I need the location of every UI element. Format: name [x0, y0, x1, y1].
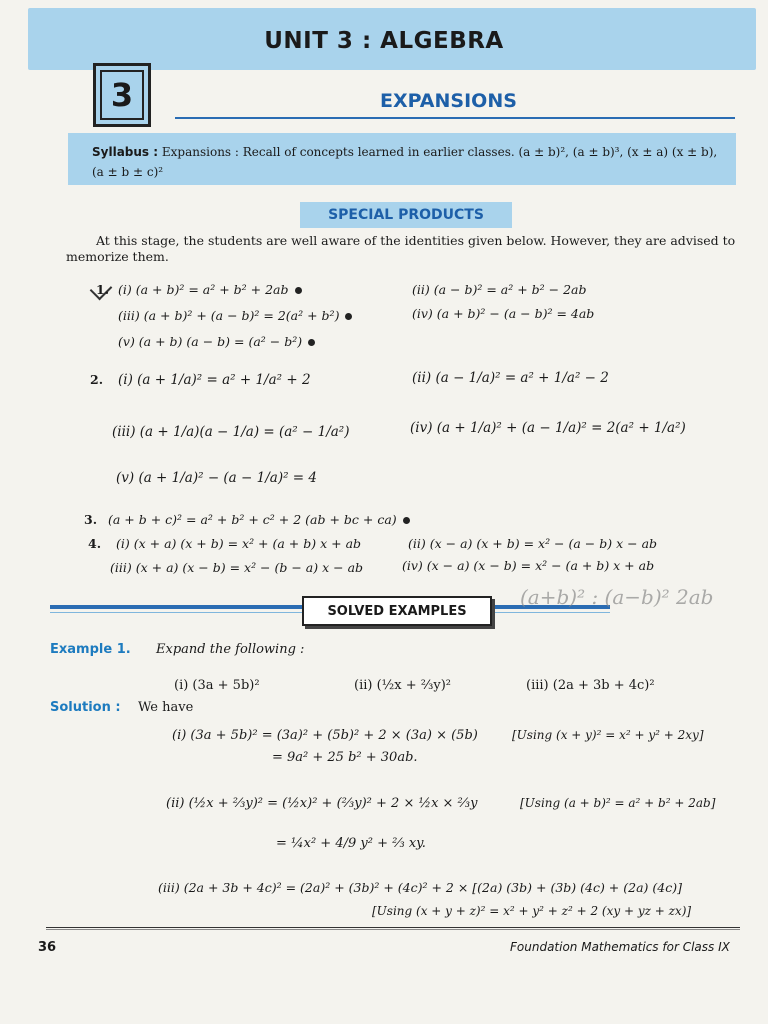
chapter-number-box — [93, 63, 151, 127]
chapter-number: 3 — [100, 70, 144, 120]
example-1-label: Example 1. — [50, 642, 131, 657]
identity-1-ii: (ii) (a − b)² = a² + b² − 2ab — [412, 282, 587, 297]
identity-1-number: 1. — [96, 282, 110, 297]
identity-3-number: 3. — [84, 512, 98, 527]
identity-4-iv: (iv) (x − a) (x − b) = x² − (a + b) x + ab — [402, 558, 655, 573]
footer-rule — [46, 927, 740, 928]
solution-ii-using: [Using (a + b)² = a² + b² + 2ab] — [520, 796, 716, 810]
bullet-icon — [403, 517, 410, 524]
syllabus-box — [92, 142, 722, 182]
identity-2-ii: (ii) (a − 1/a)² = a² + 1/a² − 2 — [412, 370, 609, 386]
identity-4-ii: (ii) (x − a) (x + b) = x² − (a − b) x − ab — [408, 536, 658, 551]
identity-2-v: (v) (a + 1/a)² − (a − 1/a)² = 4 — [116, 470, 317, 486]
solved-examples-heading: SOLVED EXAMPLES — [302, 596, 492, 626]
syllabus-text: Expansions : Recall of concepts learned in earlier classes. (a ± b)², (a ± b)³, (x ± a) (x ± b), (a ± b ± c)² — [92, 145, 718, 179]
bullet-icon — [345, 313, 352, 320]
identity-1-v: (v) (a + b) (a − b) = (a² − b²) — [118, 334, 315, 349]
handwritten-note: (a+b)² : (a−b)² 2ab — [520, 585, 714, 609]
solution-we-have: We have — [138, 700, 194, 715]
footer-rule-thin — [46, 929, 740, 930]
solution-i-line1: (i) (3a + 5b)² = (3a)² + (5b)² + 2 × (3a) × (5b) — [172, 728, 478, 743]
special-products-heading: SPECIAL PRODUCTS — [300, 202, 512, 228]
page-number: 36 — [38, 940, 57, 955]
identity-2-number: 2. — [90, 372, 104, 387]
solution-ii-line2: = ¼x² + 4/9 y² + ⅔ xy. — [276, 836, 426, 851]
identity-3: (a + b + c)² = a² + b² + c² + 2 (ab + bc + ca) — [108, 512, 410, 527]
identity-1-iii: (iii) (a + b)² + (a − b)² = 2(a² + b²) — [118, 308, 352, 323]
example-1-part-i: (i) (3a + 5b)² — [174, 678, 260, 693]
identity-2-iii: (iii) (a + 1/a)(a − 1/a) = (a² − 1/a²) — [112, 424, 350, 440]
solution-label: Solution : — [50, 700, 121, 715]
example-1-part-iii: (iii) (2a + 3b + 4c)² — [526, 678, 655, 693]
example-1-part-ii: (ii) (½x + ⅔y)² — [354, 678, 451, 693]
identity-4-number: 4. — [88, 536, 102, 551]
chapter-title-rule — [175, 117, 735, 119]
bullet-icon — [308, 339, 315, 346]
identity-4-i: (i) (x + a) (x + b) = x² + (a + b) x + ab — [116, 536, 362, 551]
example-1-prompt: Expand the following : — [156, 642, 305, 657]
syllabus-label: Syllabus : — [92, 145, 159, 159]
identity-2-iv: (iv) (a + 1/a)² + (a − 1/a)² = 2(a² + 1/a²) — [410, 420, 686, 436]
book-title: Foundation Mathematics for Class IX — [510, 940, 730, 954]
solution-iii-using: [Using (x + y + z)² = x² + y² + z² + 2 (xy + yz + zx)] — [372, 904, 692, 918]
identity-1-i: (i) (a + b)² = a² + b² + 2ab — [118, 282, 302, 297]
identity-2-i: (i) (a + 1/a)² = a² + 1/a² + 2 — [118, 372, 311, 388]
unit-title: UNIT 3 : ALGEBRA — [264, 28, 504, 54]
bullet-icon — [295, 287, 302, 294]
solution-ii-line1: (ii) (½x + ⅔y)² = (½x)² + (⅔y)² + 2 × ½x × ⅔y — [166, 796, 478, 811]
identity-1-iv: (iv) (a + b)² − (a − b)² = 4ab — [412, 306, 595, 321]
chapter-title: EXPANSIONS — [380, 90, 517, 112]
identity-4-iii: (iii) (x + a) (x − b) = x² − (b − a) x − ab — [110, 560, 364, 575]
solution-i-line2: = 9a² + 25 b² + 30ab. — [272, 750, 418, 765]
intro-paragraph: At this stage, the students are well aware of the identities given below. However, they are advised to memorize them. — [66, 233, 736, 264]
solution-i-using: [Using (x + y)² = x² + y² + 2xy] — [512, 728, 704, 742]
solution-iii-line1: (iii) (2a + 3b + 4c)² = (2a)² + (3b)² + (4c)² + 2 × [(2a) (3b) + (3b) (4c) + (2a) (4c)] — [158, 880, 682, 895]
